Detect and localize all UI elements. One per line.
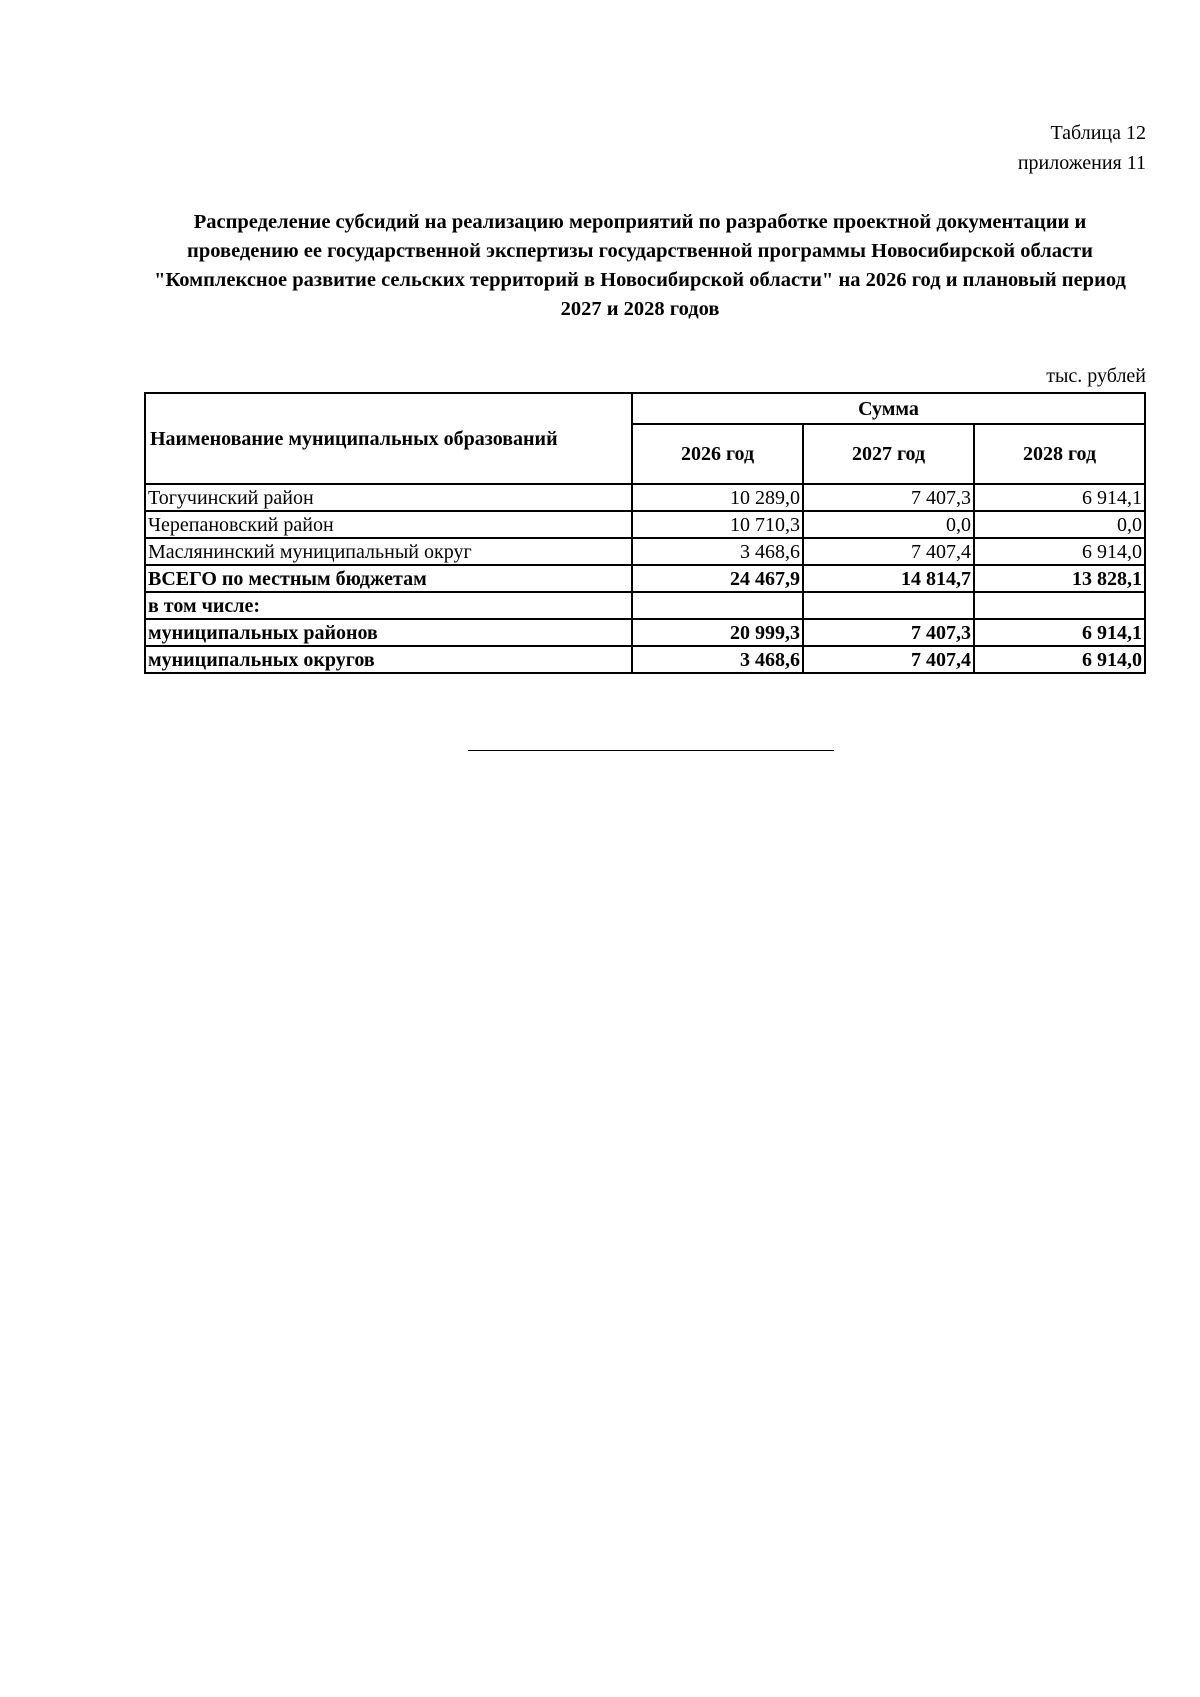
document-title: Распределение субсидий на реализацию мероприятий по разработке проектной документации и проведению ее государственной экспертизы государственной программы Новосибирской области "Комплексное развитие сельских территорий в Новосибирской области" на 2026 год и плановый период 2027 и 2028 годов — [154, 211, 1126, 320]
annex-reference — [1018, 118, 1146, 178]
districts-2027: 7 407,3 — [803, 619, 974, 646]
total-2028: 13 828,1 — [974, 565, 1145, 592]
municipality-name: Черепановский район — [145, 511, 632, 538]
total-row — [145, 565, 1145, 592]
amount-2026: 3 468,6 — [632, 538, 803, 565]
table-number-label: Таблица 12 — [1050, 122, 1146, 144]
including-2028 — [974, 592, 1145, 619]
amount-2028: 6 914,1 — [974, 484, 1145, 511]
amount-2027: 7 407,3 — [803, 484, 974, 511]
table-row — [145, 484, 1145, 511]
amount-2026: 10 289,0 — [632, 484, 803, 511]
okrugs-2027: 7 407,4 — [803, 646, 974, 673]
okrugs-2026: 3 468,6 — [632, 646, 803, 673]
amount-2027: 7 407,4 — [803, 538, 974, 565]
districts-2028: 6 914,1 — [974, 619, 1145, 646]
column-header-year-2027: 2027 год — [803, 424, 974, 484]
total-2026: 24 467,9 — [632, 565, 803, 592]
table-row — [145, 511, 1145, 538]
total-label: ВСЕГО по местным бюджетам — [145, 565, 632, 592]
including-2026 — [632, 592, 803, 619]
amount-2027: 0,0 — [803, 511, 974, 538]
amount-2028: 0,0 — [974, 511, 1145, 538]
column-header-year-2026: 2026 год — [632, 424, 803, 484]
annex-number-label: приложения 11 — [1017, 152, 1146, 174]
amount-2026: 10 710,3 — [632, 511, 803, 538]
column-header-sum: Сумма — [632, 393, 1145, 424]
including-row — [145, 592, 1145, 619]
districts-2026: 20 999,3 — [632, 619, 803, 646]
subtotal-row-okrugs — [145, 646, 1145, 673]
amount-2028: 6 914,0 — [974, 538, 1145, 565]
municipality-name: Тогучинский район — [145, 484, 632, 511]
column-header-year-2028: 2028 год — [974, 424, 1145, 484]
end-of-document-divider — [468, 750, 834, 751]
okrugs-2028: 6 914,0 — [974, 646, 1145, 673]
column-header-municipality: Наименование муниципальных образований — [145, 393, 632, 484]
subtotal-label-districts: муниципальных районов — [145, 619, 632, 646]
including-2027 — [803, 592, 974, 619]
total-2027: 14 814,7 — [803, 565, 974, 592]
subtotal-row-districts — [145, 619, 1145, 646]
subsidy-distribution-table — [144, 392, 1146, 674]
subtotal-label-okrugs: муниципальных округов — [145, 646, 632, 673]
table-row — [145, 538, 1145, 565]
municipality-name: Маслянинский муниципальный округ — [145, 538, 632, 565]
units-label: тыс. рублей — [1046, 365, 1146, 387]
including-label: в том числе: — [145, 592, 632, 619]
